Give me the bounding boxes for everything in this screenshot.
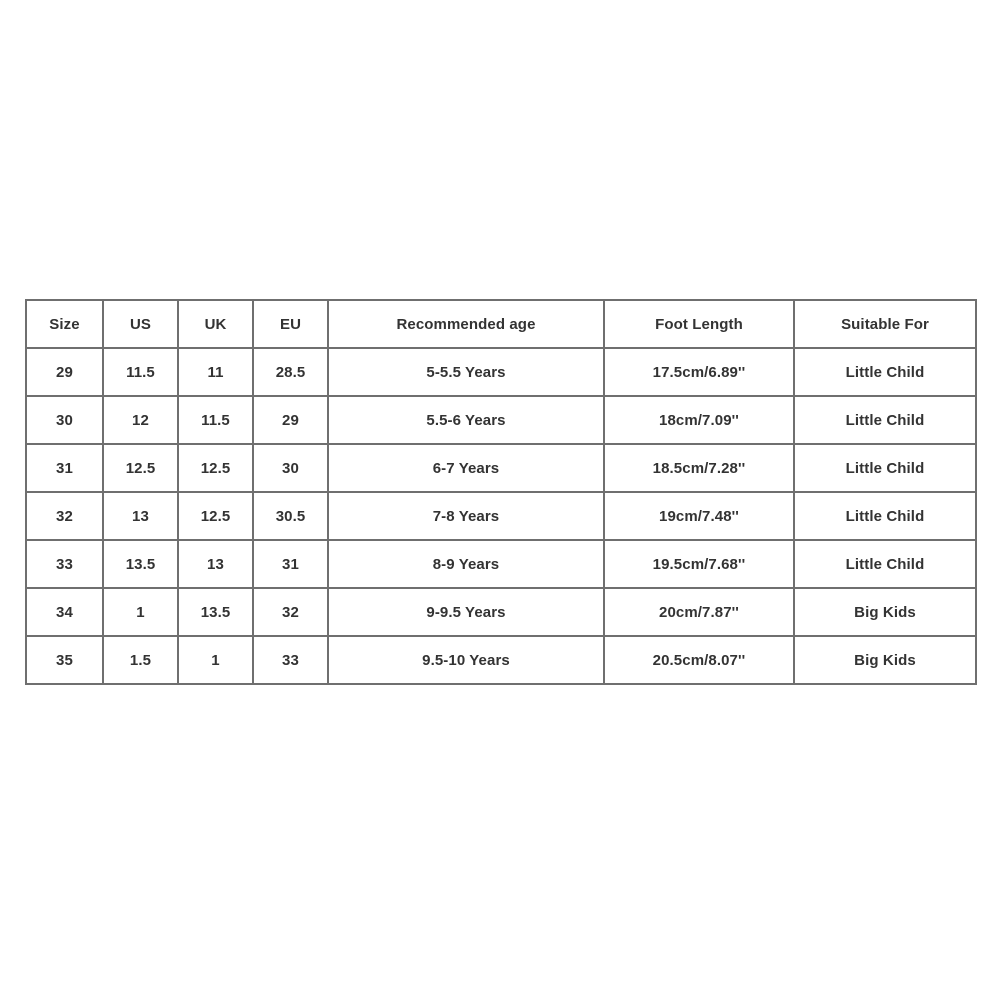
- cell-suitable-for: Little Child: [794, 444, 976, 492]
- cell-uk: 11.5: [178, 396, 253, 444]
- header-foot-length: Foot Length: [604, 300, 794, 348]
- header-size: Size: [26, 300, 103, 348]
- cell-eu: 30.5: [253, 492, 328, 540]
- table-row: [26, 396, 976, 444]
- table-row: [26, 348, 976, 396]
- cell-suitable-for: Little Child: [794, 348, 976, 396]
- cell-suitable-for: Little Child: [794, 492, 976, 540]
- cell-recommended-age: 9-9.5 Years: [328, 588, 604, 636]
- cell-us: 1.5: [103, 636, 178, 684]
- cell-suitable-for: Little Child: [794, 540, 976, 588]
- cell-recommended-age: 7-8 Years: [328, 492, 604, 540]
- cell-foot-length: 17.5cm/6.89'': [604, 348, 794, 396]
- header-recommended-age: Recommended age: [328, 300, 604, 348]
- cell-foot-length: 18.5cm/7.28'': [604, 444, 794, 492]
- header-uk: UK: [178, 300, 253, 348]
- table-row: [26, 636, 976, 684]
- cell-size: 29: [26, 348, 103, 396]
- cell-uk: 1: [178, 636, 253, 684]
- cell-size: 33: [26, 540, 103, 588]
- cell-recommended-age: 5-5.5 Years: [328, 348, 604, 396]
- cell-recommended-age: 9.5-10 Years: [328, 636, 604, 684]
- cell-foot-length: 19cm/7.48'': [604, 492, 794, 540]
- cell-foot-length: 20cm/7.87'': [604, 588, 794, 636]
- cell-size: 32: [26, 492, 103, 540]
- cell-eu: 30: [253, 444, 328, 492]
- cell-us: 12: [103, 396, 178, 444]
- size-chart-table: [25, 299, 977, 685]
- cell-us: 13: [103, 492, 178, 540]
- cell-recommended-age: 8-9 Years: [328, 540, 604, 588]
- cell-recommended-age: 5.5-6 Years: [328, 396, 604, 444]
- table-row: [26, 540, 976, 588]
- cell-size: 31: [26, 444, 103, 492]
- cell-us: 13.5: [103, 540, 178, 588]
- cell-foot-length: 20.5cm/8.07'': [604, 636, 794, 684]
- table-row: [26, 492, 976, 540]
- cell-size: 35: [26, 636, 103, 684]
- cell-recommended-age: 6-7 Years: [328, 444, 604, 492]
- cell-uk: 12.5: [178, 492, 253, 540]
- cell-suitable-for: Big Kids: [794, 588, 976, 636]
- cell-eu: 28.5: [253, 348, 328, 396]
- table-row: [26, 444, 976, 492]
- header-suitable-for: Suitable For: [794, 300, 976, 348]
- cell-uk: 11: [178, 348, 253, 396]
- cell-size: 30: [26, 396, 103, 444]
- header-us: US: [103, 300, 178, 348]
- cell-eu: 33: [253, 636, 328, 684]
- cell-uk: 13: [178, 540, 253, 588]
- cell-us: 12.5: [103, 444, 178, 492]
- cell-uk: 13.5: [178, 588, 253, 636]
- header-row: [26, 300, 976, 348]
- cell-foot-length: 18cm/7.09'': [604, 396, 794, 444]
- cell-us: 11.5: [103, 348, 178, 396]
- cell-size: 34: [26, 588, 103, 636]
- cell-uk: 12.5: [178, 444, 253, 492]
- cell-eu: 29: [253, 396, 328, 444]
- cell-suitable-for: Little Child: [794, 396, 976, 444]
- cell-suitable-for: Big Kids: [794, 636, 976, 684]
- cell-us: 1: [103, 588, 178, 636]
- header-eu: EU: [253, 300, 328, 348]
- cell-foot-length: 19.5cm/7.68'': [604, 540, 794, 588]
- cell-eu: 32: [253, 588, 328, 636]
- table-row: [26, 588, 976, 636]
- cell-eu: 31: [253, 540, 328, 588]
